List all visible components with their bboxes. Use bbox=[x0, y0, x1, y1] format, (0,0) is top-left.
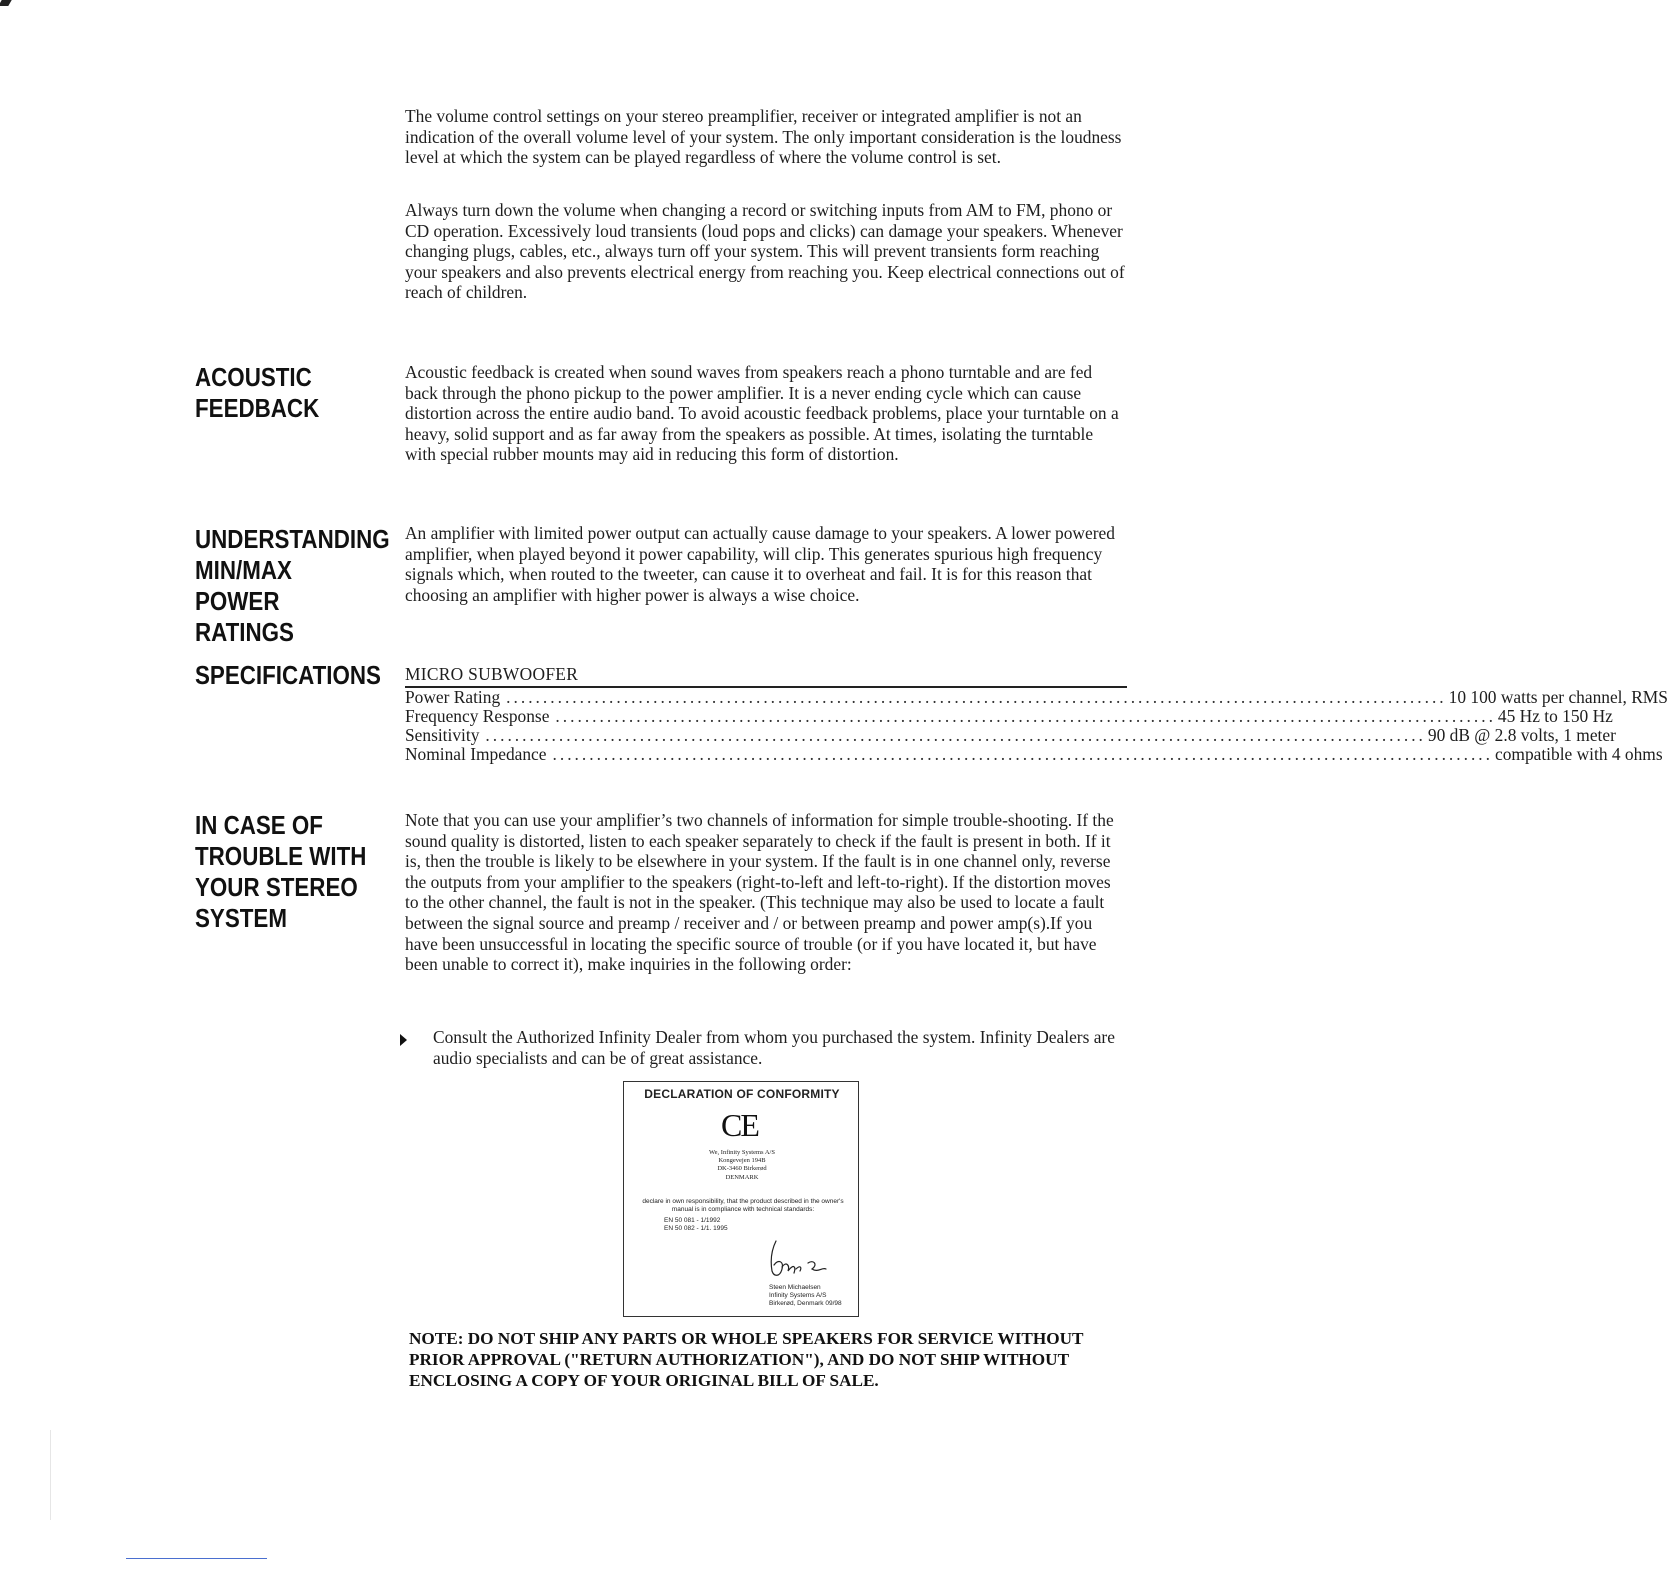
signer-place-date: Birkerød, Denmark 09/98 bbox=[769, 1300, 842, 1307]
spec-leader-dots: ................................................................................................................................ bbox=[552, 744, 1493, 764]
bullet-arrow-icon bbox=[400, 1034, 407, 1046]
intro-paragraph-2: Always turn down the volume when changing a record or switching inputs from AM to FM, phono or CD operation. Excessively loud transients (loud pops and clicks) can damage your speakers. Whenever changing plugs, cables, etc., always turn off your system. This will prevent transients form reaching your speakers and also prevents electrical energy from reaching you. Keep electrical connections out of reach of children. bbox=[405, 200, 1125, 303]
shipping-note: NOTE: DO NOT SHIP ANY PARTS OR WHOLE SPEAKERS FOR SERVICE WITHOUT PRIOR APPROVAL ("RETURN AUTHORIZATION"), AND DO NOT SHIP WITHOUT ENCLOSING A COPY OF YOUR ORIGINAL BILL OF SALE. bbox=[409, 1329, 1084, 1390]
spec-value: 10 100 watts per channel, RMS bbox=[1448, 687, 1668, 707]
spec-leader-dots: ................................................................................................................................ bbox=[555, 706, 1496, 726]
handwritten-signature bbox=[762, 1237, 828, 1281]
spec-value: compatible with 4 ohms bbox=[1495, 744, 1663, 764]
trouble-body: Note that you can use your amplifier’s two channels of information for simple trouble-shooting. If the sound quality is distorted, listen to each speaker separately to check if the fault is present in both. If it is, then the trouble is likely to be elsewhere in your system. If the fault is in one channel only, reverse the outputs from your amplifier to the speakers (right-to-left and left-to-right). If the distortion moves to the other channel, the fault is not in the speaker. (This technique may also be used to locate a fault between the signal source and preamp / receiver and / or between preamp and power amp(s).If you have been unsuccessful in locating the specific source of trouble (or if you have located it, but have been unable to correct it), make inquiries in the following order: bbox=[405, 810, 1114, 975]
specifications-heading: SPECIFICATIONS bbox=[195, 660, 381, 690]
footnote-rule bbox=[126, 1558, 267, 1559]
address-line: Kongevejen 194B bbox=[718, 1157, 766, 1165]
spec-label: Nominal Impedance bbox=[405, 744, 547, 764]
acoustic-feedback-body: Acoustic feedback is created when sound waves from speakers reach a phono turntable and are fed back through the phono pickup to the power amplifier. It is a never ending cycle which can cause distortion across the entire audio band. To avoid acoustic feedback problems, place your turntable on a heavy, solid support and as far away from the speakers as possible. At times, isolating the turntable with special rubber mounts may aid in reducing this form of distortion. bbox=[405, 362, 1119, 465]
spec-value: 90 dB @ 2.8 volts, 1 meter bbox=[1427, 725, 1616, 745]
trouble-bullet-item bbox=[400, 1027, 1125, 1069]
address-line: We, Infinity Systems A/S bbox=[709, 1149, 775, 1156]
declaration-address bbox=[624, 1149, 860, 1182]
signer-name: Steen Michaelsen bbox=[769, 1284, 821, 1291]
scan-corner-mark bbox=[0, 0, 12, 6]
spec-leader-dots: ................................................................................................................................ bbox=[485, 725, 1426, 745]
ce-mark-logo: CE bbox=[721, 1107, 758, 1143]
spec-row-power-rating bbox=[405, 687, 1668, 707]
trouble-heading: IN CASE OF TROUBLE WITH YOUR STEREO SYSTEM bbox=[195, 810, 367, 933]
address-line: DK-3460 Birkerød bbox=[717, 1165, 767, 1173]
spec-row-nominal-impedance bbox=[405, 744, 1663, 764]
spec-row-sensitivity bbox=[405, 725, 1616, 745]
intro-paragraph-1: The volume control settings on your stereo preamplifier, receiver or integrated amplifier is not an indication of the overall volume level of your system. The only important consideration is the loudness level at which the system can be played regardless of where the volume control is set. bbox=[405, 106, 1122, 168]
spec-leader-dots: ................................................................................................................................ bbox=[506, 687, 1447, 707]
specifications-table bbox=[405, 664, 1668, 764]
spec-product-name: MICRO SUBWOOFER bbox=[405, 664, 1127, 688]
standard-line: EN 50 081 - 1/1992 bbox=[664, 1217, 721, 1224]
spec-row-frequency-response bbox=[405, 706, 1613, 726]
bullet-text: Consult the Authorized Infinity Dealer from whom you purchased the system. Infinity Dealers are audio specialists and can be of great assistance. bbox=[433, 1027, 1115, 1068]
spec-value: 45 Hz to 150 Hz bbox=[1497, 706, 1613, 726]
spec-label: Frequency Response bbox=[405, 706, 550, 726]
declaration-title: DECLARATION OF CONFORMITY bbox=[644, 1087, 840, 1101]
spec-label: Power Rating bbox=[405, 687, 501, 707]
spec-label: Sensitivity bbox=[405, 725, 480, 745]
power-ratings-body: An amplifier with limited power output can actually cause damage to your speakers. A lower powered amplifier, when played beyond it power capability, will clip. This generates spurious high frequency signals which, when routed to the tweeter, can cause it to overheat and fail. It is for this reason that choosing an amplifier with higher power is always a wise choice. bbox=[405, 523, 1115, 605]
declaration-standards bbox=[664, 1217, 814, 1233]
standard-line: EN 50 082 - 1/1. 1995 bbox=[664, 1225, 728, 1232]
address-line: DENMARK bbox=[725, 1173, 759, 1181]
acoustic-feedback-heading: ACOUSTIC FEEDBACK bbox=[195, 362, 320, 423]
signer-company: Infinity Systems A/S bbox=[769, 1292, 827, 1299]
power-ratings-heading: UNDERSTANDING MIN/MAX POWER RATINGS bbox=[195, 524, 390, 647]
declaration-signer bbox=[769, 1284, 859, 1308]
declaration-of-conformity bbox=[623, 1081, 859, 1317]
declaration-statement: declare in own responsibility, that the product described in the owner's manual is in compliance with technical standards: bbox=[642, 1198, 844, 1213]
scan-edge-line bbox=[50, 1430, 51, 1520]
